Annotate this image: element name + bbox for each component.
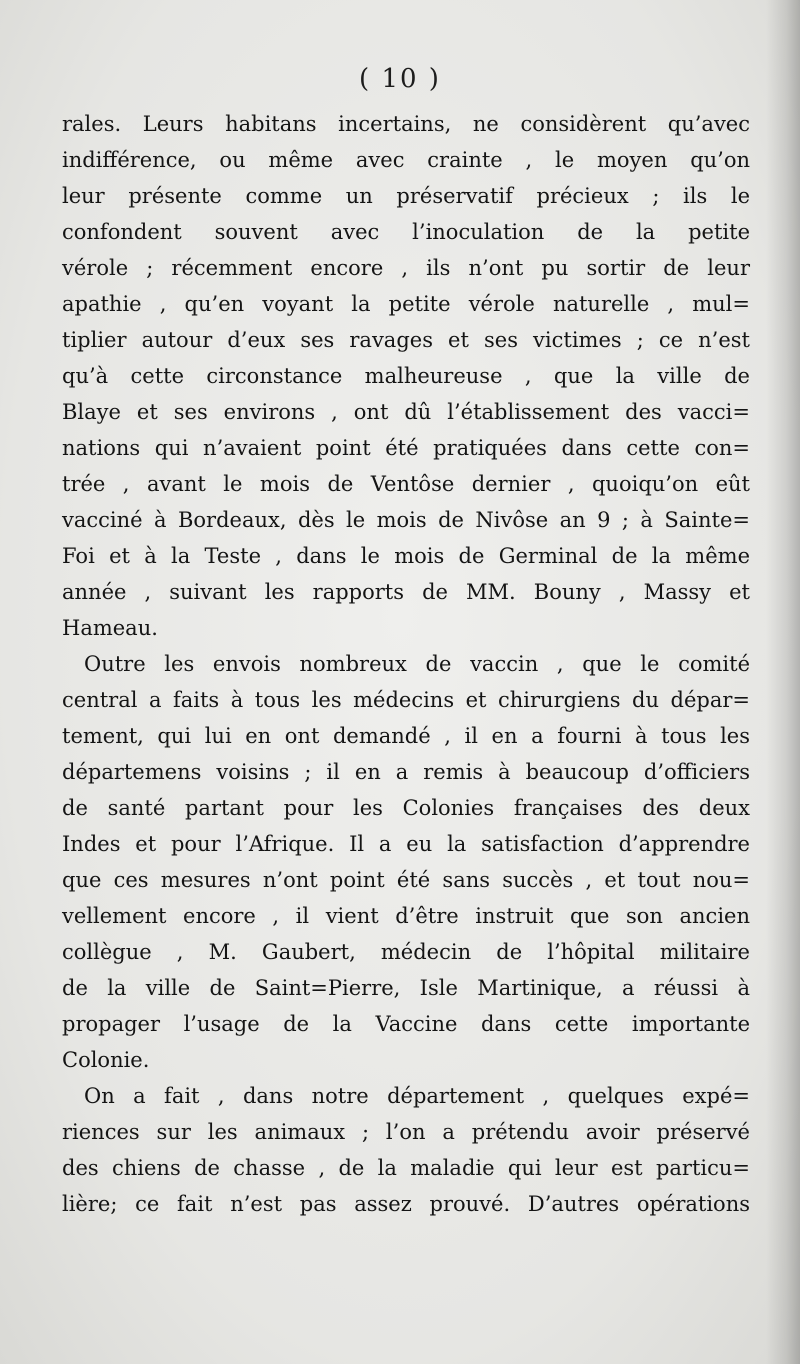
text-line: Foi et à la Teste , dans le mois de Germinal de la même (62, 544, 750, 568)
text-line: des chiens de chasse , de la maladie qui leur est particu= (62, 1156, 750, 1180)
text-line: Hameau. (62, 616, 158, 640)
text-line: que ces mesures n’ont point été sans succès , et tout nou= (62, 868, 750, 892)
text-line: apathie , qu’en voyant la petite vérole naturelle , mul= (62, 292, 750, 316)
text-line: qu’à cette circonstance malheureuse , que la ville de (62, 364, 750, 388)
text-line: riences sur les animaux ; l’on a prétendu avoir préservé (62, 1120, 750, 1144)
text-line: lière; ce fait n’est pas assez prouvé. D’autres opérations (62, 1192, 750, 1216)
text-line: collègue , M. Gaubert, médecin de l’hôpital militaire (62, 940, 750, 964)
page-edge-shadow (766, 0, 800, 1364)
text-line: leur présente comme un préservatif précieux ; ils le (62, 184, 750, 208)
text-line: rales. Leurs habitans incertains, ne considèrent qu’avec (62, 112, 750, 136)
text-line: vérole ; récemment encore , ils n’ont pu sortir de leur (62, 256, 750, 280)
page-number-header: ( 10 ) (359, 64, 441, 94)
text-line: indifférence, ou même avec crainte , le moyen qu’on (62, 148, 750, 172)
text-line: Colonie. (62, 1048, 150, 1072)
text-line: Blaye et ses environs , ont dû l’établissement des vacci= (62, 400, 750, 424)
text-line: propager l’usage de la Vaccine dans cette importante (62, 1012, 750, 1036)
text-line: central a faits à tous les médecins et chirurgiens du dépar= (62, 688, 750, 712)
text-line: confondent souvent avec l’inoculation de la petite (62, 220, 750, 244)
text-line: tement, qui lui en ont demandé , il en a fourni à tous les (62, 724, 750, 748)
text-line: de la ville de Saint=Pierre, Isle Martinique, a réussi à (62, 976, 750, 1000)
text-line: vacciné à Bordeaux, dès le mois de Nivôse an 9 ; à Sainte= (62, 508, 750, 532)
text-line: de santé partant pour les Colonies françaises des deux (62, 796, 750, 820)
text-line: vellement encore , il vient d’être instruit que son ancien (62, 904, 750, 928)
text-line: Indes et pour l’Afrique. Il a eu la satisfaction d’apprendre (62, 832, 750, 856)
text-line: trée , avant le mois de Ventôse dernier , quoiqu’on eût (62, 472, 750, 496)
text-line: tiplier autour d’eux ses ravages et ses victimes ; ce n’est (62, 328, 750, 352)
text-line: départemens voisins ; il en a remis à beaucoup d’officiers (62, 760, 750, 784)
text-line: nations qui n’avaient point été pratiquées dans cette con= (62, 436, 750, 460)
body-text (62, 106, 750, 1222)
text-line: On a fait , dans notre département , quelques expé= (84, 1084, 750, 1108)
text-line: Outre les envois nombreux de vaccin , que le comité (84, 652, 750, 676)
text-line: année , suivant les rapports de MM. Bouny , Massy et (62, 580, 750, 604)
